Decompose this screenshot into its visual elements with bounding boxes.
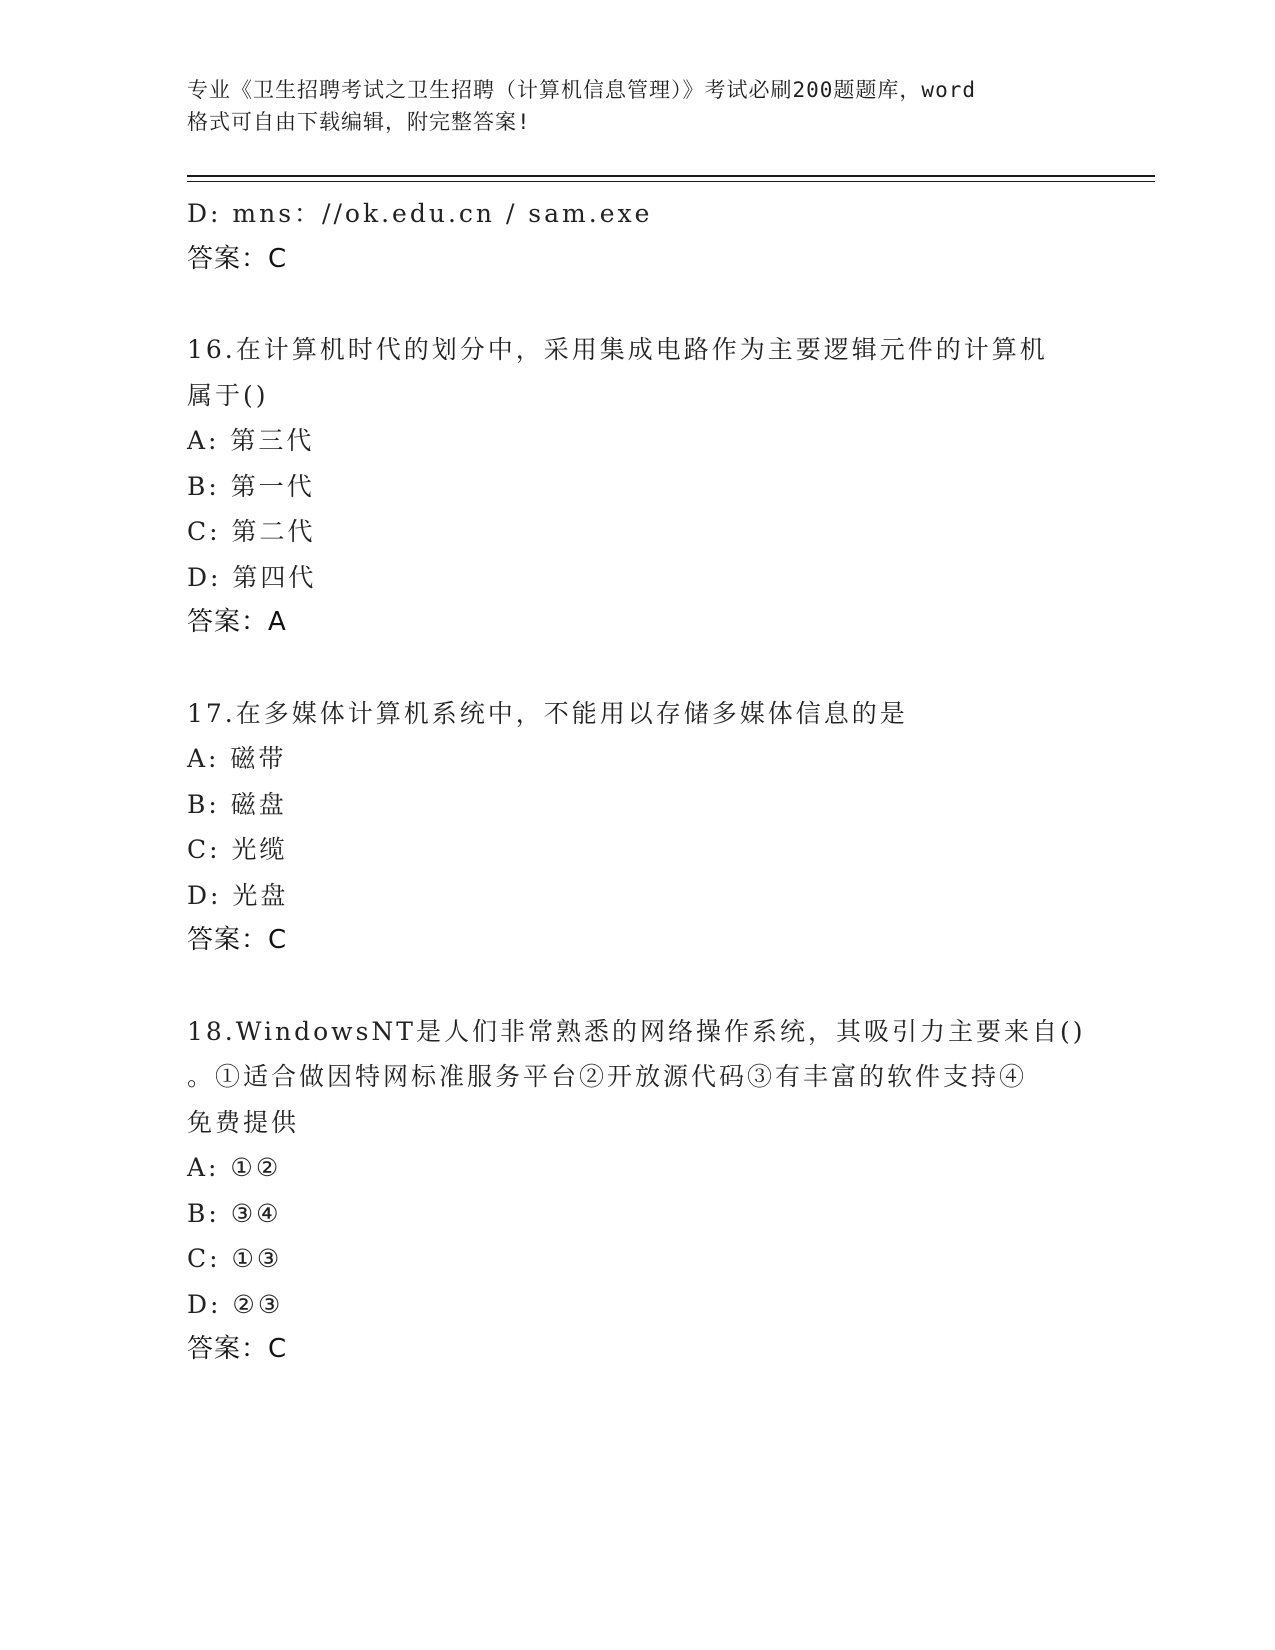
spacer	[187, 964, 1087, 1009]
question-18-answer: 答案：C	[187, 1334, 288, 1364]
question-17-option-a: A: 磁带	[187, 744, 287, 773]
question-16-option-c: C: 第二代	[187, 517, 316, 546]
question-16-option-b: B: 第一代	[187, 471, 315, 501]
question-16-answer: 答案：A	[187, 607, 287, 637]
question-17-stem-line-1: 17.在多媒体计算机系统中，不能用以存储多媒体信息的是	[187, 698, 908, 728]
question-18-option-c: C: ①③	[187, 1244, 283, 1273]
header-divider-thin	[187, 181, 1155, 182]
header-title-line-1: 专业《卫生招聘考试之卫生招聘（计算机信息管理）》考试必刷200题题库，word	[187, 78, 976, 102]
question-18-stem-line-1: 18.WindowsNT是人们非常熟悉的网络操作系统，其吸引力主要来自()	[187, 1016, 1086, 1046]
question-16-stem-line-1: 16.在计算机时代的划分中，采用集成电路作为主要逻辑元件的计算机	[187, 335, 1048, 364]
question-15-option-d: D: mns：//ok.edu.cn / sam.exe	[187, 199, 653, 228]
document-header	[187, 74, 1087, 138]
question-15-tail	[187, 191, 1087, 282]
question-17-answer: 答案：C	[187, 925, 288, 955]
question-16-option-a: A: 第三代	[187, 426, 315, 455]
spacer	[187, 282, 1087, 327]
question-15-answer: 答案：C	[187, 243, 288, 274]
question-18-option-b: B: ③④	[187, 1198, 282, 1228]
question-17	[187, 691, 1087, 964]
question-18-option-d: D: ②③	[187, 1289, 284, 1319]
document-body	[187, 191, 1087, 1373]
question-17-option-b: B: 磁盘	[187, 789, 287, 819]
spacer	[187, 646, 1087, 691]
question-16	[187, 327, 1087, 646]
question-17-option-c: C: 光缆	[187, 835, 288, 864]
question-18-option-a: A: ①②	[187, 1153, 282, 1182]
question-18-stem-line-3: 免费提供	[187, 1107, 300, 1137]
question-16-option-d: D: 第四代	[187, 562, 317, 592]
question-18	[187, 1009, 1087, 1373]
header-divider-thick	[187, 175, 1155, 177]
question-17-option-d: D: 光盘	[187, 880, 289, 910]
header-title-line-2: 格式可自由下载编辑，附完整答案!	[187, 110, 531, 134]
question-16-stem-line-2: 属于()	[187, 380, 269, 410]
question-18-stem-line-2: 。①适合做因特网标准服务平台②开放源代码③有丰富的软件支持④	[187, 1062, 1028, 1091]
